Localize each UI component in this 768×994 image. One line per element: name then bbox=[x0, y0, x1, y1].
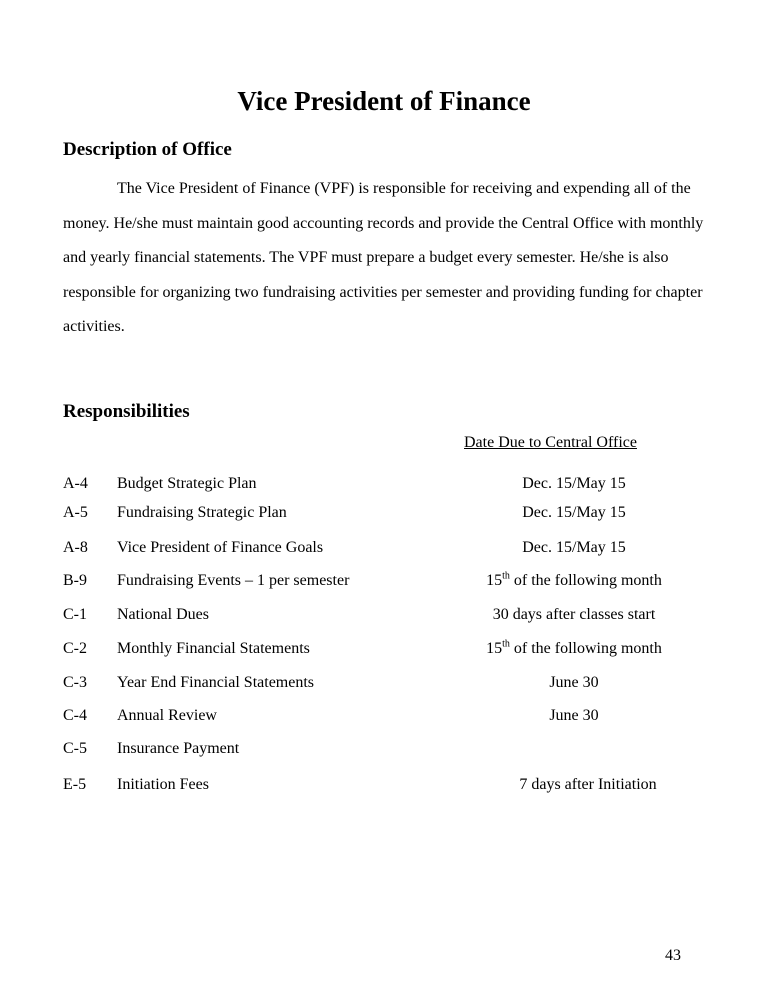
row-item: National Dues bbox=[117, 606, 209, 623]
page-number: 43 bbox=[665, 947, 681, 964]
page-title: Vice President of Finance bbox=[237, 86, 531, 116]
row-code: E-5 bbox=[63, 776, 87, 793]
row-date: Dec. 15/May 15 bbox=[522, 475, 626, 492]
row-date: 30 days after classes start bbox=[492, 606, 656, 623]
description-paragraph: The Vice President of Finance (VPF) is responsible for receiving and expending all of the money. He/she must maintain good accounting records and provide the Central Office with monthly and yearly financial statements. The VPF must prepare a budget every semester. He/she is also responsible for organizing two fundraising activities per semester and providing funding for chapter activities. bbox=[63, 180, 704, 335]
responsibility-row bbox=[0, 604, 768, 626]
row-item: Vice President of Finance Goals bbox=[117, 539, 324, 556]
row-code: C-3 bbox=[63, 674, 87, 691]
row-item: Fundraising Strategic Plan bbox=[117, 504, 287, 521]
row-date: 15th of the following month bbox=[486, 570, 662, 589]
row-date: Dec. 15/May 15 bbox=[522, 504, 626, 521]
responsibility-row bbox=[0, 473, 768, 495]
responsibility-row bbox=[0, 570, 768, 592]
row-item: Monthly Financial Statements bbox=[117, 640, 310, 657]
row-date: June 30 bbox=[549, 674, 599, 691]
description-heading: Description of Office bbox=[63, 139, 232, 160]
row-code: C-2 bbox=[63, 640, 87, 657]
responsibility-row bbox=[0, 774, 768, 796]
responsibility-row bbox=[0, 672, 768, 694]
row-item: Fundraising Events – 1 per semester bbox=[117, 572, 350, 589]
row-date: Dec. 15/May 15 bbox=[522, 539, 626, 556]
row-code: C-4 bbox=[63, 707, 87, 724]
row-date: 7 days after Initiation bbox=[519, 776, 657, 793]
responsibility-row bbox=[0, 705, 768, 727]
row-item: Annual Review bbox=[117, 707, 217, 724]
row-code: A-4 bbox=[63, 475, 88, 492]
row-code: C-5 bbox=[63, 740, 87, 757]
responsibilities-heading: Responsibilities bbox=[63, 401, 190, 422]
row-item: Insurance Payment bbox=[117, 740, 240, 757]
row-date: June 30 bbox=[549, 707, 599, 724]
row-code: A-8 bbox=[63, 539, 88, 556]
responsibility-row bbox=[0, 537, 768, 559]
responsibility-row bbox=[0, 638, 768, 660]
responsibility-row bbox=[0, 738, 768, 760]
date-due-column-header: Date Due to Central Office bbox=[464, 434, 637, 451]
row-code: A-5 bbox=[63, 504, 88, 521]
row-date: 15th of the following month bbox=[486, 638, 662, 657]
responsibility-row bbox=[0, 502, 768, 524]
row-code: C-1 bbox=[63, 606, 87, 623]
row-item: Budget Strategic Plan bbox=[117, 475, 257, 492]
row-code: B-9 bbox=[63, 572, 87, 589]
row-item: Initiation Fees bbox=[117, 776, 209, 793]
row-item: Year End Financial Statements bbox=[117, 674, 315, 691]
